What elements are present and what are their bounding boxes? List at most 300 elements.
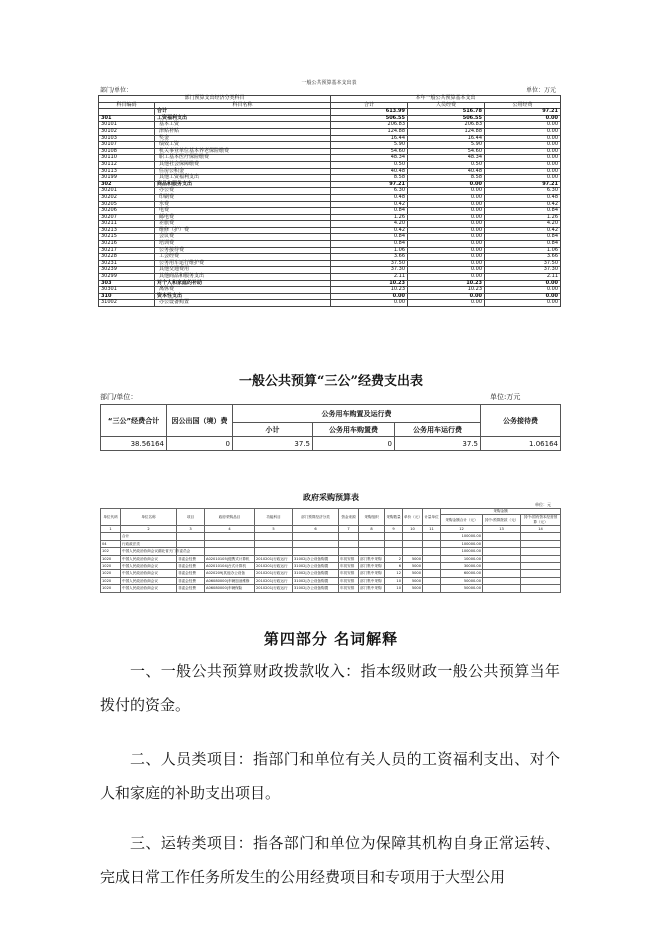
cell-func: 2010201|行政运行 [255, 577, 293, 584]
cell-c13 [483, 548, 521, 555]
cell-c14 [521, 570, 561, 577]
index-cell: 5 [255, 526, 293, 533]
cell-public: 3.66 [485, 254, 561, 261]
cell-name: 其他社会保障缴费 [155, 161, 331, 168]
cell-price [403, 533, 423, 540]
value-abroad: 0 [167, 437, 233, 451]
header-code: 科目编码 [99, 102, 155, 109]
cell-name: 津贴补贴 [155, 128, 331, 135]
cell-total: 5.90 [331, 142, 408, 149]
three-public-dept-label: 部门/单位： [100, 393, 138, 401]
cell-public: 0.00 [485, 280, 561, 287]
cell-name: 会议费 [155, 234, 331, 241]
cell-item: A06080000|车辆加油维修 [205, 577, 255, 584]
cell-name: 基本工资 [155, 122, 331, 129]
unit-label: 单位：万元 [525, 87, 556, 94]
cell-public: 0.00 [485, 115, 561, 122]
header-vehicle-running: 公务用车运行费 [395, 423, 481, 437]
cell-personnel: 0.00 [408, 247, 485, 254]
cell-name: 绩效工资 [155, 142, 331, 149]
cell-name: 住房公积金 [155, 168, 331, 175]
header-purchase-total: 采购金额合计（元） [441, 515, 483, 526]
index-cell: 10 [403, 526, 423, 533]
cell-code: 30108 [99, 148, 155, 155]
cell-personnel: 0.00 [408, 293, 485, 300]
cell-total: 50000.00 [441, 585, 483, 592]
cell-name: 公务接待费 [155, 247, 331, 254]
cell-personnel: 0.00 [408, 267, 485, 274]
basic-expenditure-meta [98, 87, 560, 95]
cell-c14 [521, 563, 561, 570]
cell-name: 职工基本医疗保险缴费 [155, 155, 331, 162]
cell-total: 1.26 [331, 214, 408, 221]
cell-org [359, 548, 385, 555]
cell-name: 印刷费 [155, 194, 331, 201]
cell-total: 206.83 [331, 122, 408, 129]
cell-code: 1020 [101, 577, 121, 584]
cell-name: 培训费 [155, 241, 331, 248]
cell-total: 50000.00 [441, 577, 483, 584]
cell-project [177, 533, 205, 540]
procurement-title: 政府采购预算表 [303, 492, 359, 502]
table-row [101, 548, 561, 555]
cell-total: 3.66 [331, 254, 408, 261]
index-cell: 1 [101, 526, 121, 533]
cell-public: 0.00 [485, 128, 561, 135]
cell-c13 [483, 585, 521, 592]
header-abroad: 因公出国（境）费 [167, 405, 233, 437]
cell-code: 310 [99, 293, 155, 300]
cell-c14 [521, 577, 561, 584]
cell-code: 30199 [99, 175, 155, 182]
cell-personnel: 0.00 [408, 300, 485, 307]
cell-personnel: 40.48 [408, 168, 485, 175]
cell-price [403, 548, 423, 555]
procurement-unit-label: 单位：元 [535, 502, 551, 507]
cell-code: 1020 [101, 555, 121, 562]
cell-price [403, 540, 423, 547]
cell-personnel: 0.50 [408, 161, 485, 168]
header-budget-grant: 其中:预算拨款（元） [483, 515, 521, 526]
cell-code: 30215 [99, 234, 155, 241]
header-subtotal: 小计 [233, 423, 313, 437]
cell-total: 0.42 [331, 201, 408, 208]
cell-source: 年初安排 [339, 563, 359, 570]
cell-code: 301 [99, 115, 155, 122]
cell-unit [423, 533, 441, 540]
cell-code: 30107 [99, 142, 155, 149]
cell-total: 97.21 [331, 181, 408, 188]
cell-name: 公务用车运行维护费 [155, 260, 331, 267]
cell-code: 30207 [99, 214, 155, 221]
cell-personnel: 5.90 [408, 142, 485, 149]
cell-price: 5000 [403, 563, 423, 570]
cell-unit [423, 570, 441, 577]
cell-func [255, 533, 293, 540]
index-cell: 6 [293, 526, 339, 533]
cell-func: 2010201|行政运行 [255, 563, 293, 570]
cell-name: 中国人民政治协商会议湖北省天门市委员会 [122, 549, 191, 554]
cell-public: 0.00 [485, 155, 561, 162]
header-basic-expenditure: 本年一般公共预算基本支出 [331, 96, 561, 103]
cell-source [339, 533, 359, 540]
table-row [99, 194, 561, 201]
cell-org: 部门集中采购 [359, 555, 385, 562]
cell-name: 邮电费 [155, 214, 331, 221]
cell-code: 1020 [101, 585, 121, 592]
cell-c14 [521, 548, 561, 555]
cell-code: 30205 [99, 201, 155, 208]
cell-name: 中国人民政治协商会议 [121, 585, 177, 592]
cell-code: 30206 [99, 208, 155, 215]
cell-public: 0.00 [485, 300, 561, 307]
cell-name: 奖金 [155, 135, 331, 142]
cell-name: 维修（护）费 [155, 227, 331, 234]
cell-code: 04 [101, 540, 121, 547]
cell-name: 行政政法类 [121, 540, 177, 547]
cell-total: 16.44 [331, 135, 408, 142]
cell-project: 非委会经费 [177, 555, 205, 562]
header-org: 采购组织 [359, 509, 385, 526]
definition-paragraph-3: 三、运转类项目：指各部门和单位为保障其机构自身正常运转、完成日常工作任务所发生的公用经费项目和专项用于大型公用 [100, 834, 560, 886]
cell-personnel: 0.00 [408, 194, 485, 201]
index-cell: 4 [205, 526, 255, 533]
cell-econ [293, 548, 339, 555]
cell-total: 48.34 [331, 155, 408, 162]
cell-name: 工会经费 [155, 254, 331, 261]
cell-code: 30202 [99, 194, 155, 201]
table-row [101, 577, 561, 584]
cell-code: 30217 [99, 247, 155, 254]
cell-total: 100000.00 [441, 533, 483, 540]
index-cell: 13 [483, 526, 521, 533]
cell-public: 0.00 [485, 148, 561, 155]
cell-code: 30112 [99, 161, 155, 168]
cell-name: 合计 [121, 533, 177, 540]
cell-personnel: 10.23 [408, 280, 485, 287]
cell-unit [423, 577, 441, 584]
cell-source: 年初安排 [339, 555, 359, 562]
cell-personnel: 0.00 [408, 188, 485, 195]
header-price: 单价（元） [403, 509, 423, 526]
cell-name: 中国人民政治协商会议 [121, 563, 177, 570]
header-reception: 公务接待费 [481, 405, 561, 437]
cell-total: 613.99 [331, 109, 408, 116]
cell-org: 部门集中采购 [359, 577, 385, 584]
cell-item [205, 548, 255, 555]
cell-public: 97.21 [485, 181, 561, 188]
cell-total: 0.00 [331, 293, 408, 300]
cell-name: 中国人民政治协商会议 [121, 555, 177, 562]
table-row [99, 300, 561, 307]
cell-total: 40.48 [331, 168, 408, 175]
cell-total: 6.30 [331, 188, 408, 195]
cell-public: 37.30 [485, 267, 561, 274]
cell-name: 对个人和家庭的补助 [155, 280, 331, 287]
cell-org [359, 533, 385, 540]
cell-func: 2010201|行政运行 [255, 570, 293, 577]
header-source: 资金来源 [339, 509, 359, 526]
cell-personnel: 0.00 [408, 214, 485, 221]
cell-personnel: 124.88 [408, 128, 485, 135]
cell-econ: 31002|办公设备购置 [293, 563, 339, 570]
cell-public: 37.50 [485, 260, 561, 267]
cell-c13 [483, 570, 521, 577]
cell-name: 水费 [155, 201, 331, 208]
cell-name: 其他工资福利支出 [155, 175, 331, 182]
cell-public: 1.26 [485, 214, 561, 221]
table-row [101, 555, 561, 562]
cell-code: 30110 [99, 155, 155, 162]
cell-name: 办公设备购置 [155, 300, 331, 307]
cell-code: 30299 [99, 274, 155, 281]
cell-personnel: 206.83 [408, 122, 485, 129]
cell-public: 0.48 [485, 194, 561, 201]
cell-code: 30239 [99, 267, 155, 274]
cell-total: 10.23 [331, 280, 408, 287]
cell-org: 部门集中采购 [359, 570, 385, 577]
cell-price: 5000 [403, 570, 423, 577]
cell-public: 6.30 [485, 188, 561, 195]
cell-econ: 31002|办公设备购置 [293, 570, 339, 577]
value-reception: 1.06164 [481, 437, 561, 451]
cell-personnel: 0.00 [408, 234, 485, 241]
cell-personnel: 0.00 [408, 201, 485, 208]
cell-source [339, 540, 359, 547]
cell-public: 0.00 [485, 122, 561, 129]
cell-total: 100000.00 [441, 548, 483, 555]
cell-total: 100000.00 [441, 540, 483, 547]
header-vehicle-purchase: 公务用车购置费 [313, 423, 395, 437]
cell-code: 302 [99, 181, 155, 188]
cell-code: 30101 [99, 122, 155, 129]
index-cell: 2 [121, 526, 177, 533]
cell-total: 10.23 [331, 287, 408, 294]
cell-public: 0.00 [485, 293, 561, 300]
cell-personnel: 16.44 [408, 135, 485, 142]
cell-code: 30228 [99, 254, 155, 261]
cell-item [205, 533, 255, 540]
cell-econ: 31002|办公设备购置 [293, 577, 339, 584]
cell-total: 54.60 [331, 148, 408, 155]
cell-c14 [521, 533, 561, 540]
header-qty: 采购数量 [385, 509, 403, 526]
cell-total: 0.42 [331, 227, 408, 234]
header-name: 科目名称 [155, 102, 331, 109]
cell-total: 0.84 [331, 234, 408, 241]
cell-personnel: 0.00 [408, 254, 485, 261]
cell-item: A06080000|车辆保险 [205, 585, 255, 592]
definition-paragraph-1: 一、一般公共预算财政拨款收入：指本级财政一般公共预算当年拨付的资金。 [100, 662, 560, 714]
cell-econ: 31002|办公设备购置 [293, 555, 339, 562]
cell-source [339, 548, 359, 555]
cell-total: 37.50 [331, 260, 408, 267]
value-subtotal: 37.5 [233, 437, 313, 451]
cell-c13 [483, 533, 521, 540]
cell-code: 30201 [99, 188, 155, 195]
cell-personnel: 48.34 [408, 155, 485, 162]
header-measure: 计量单位 [423, 509, 441, 526]
cell-func [255, 540, 293, 547]
cell-total: 506.55 [331, 115, 408, 122]
cell-c14 [521, 555, 561, 562]
three-public-unit-label: 单位:万元 [490, 393, 521, 401]
cell-total: 1.06 [331, 247, 408, 254]
cell-public: 97.21 [485, 109, 561, 116]
header-vehicle-group: 公务用车购置及运行费 [233, 405, 481, 423]
cell-code: 30102 [99, 128, 155, 135]
index-cell: 7 [339, 526, 359, 533]
cell-public: 0.00 [485, 142, 561, 149]
cell-total: 0.48 [331, 194, 408, 201]
cell-name: 其他商品和服务支出 [155, 274, 331, 281]
cell-name: 其他交通费用 [155, 267, 331, 274]
cell-project: 非委会经费 [177, 577, 205, 584]
cell-personnel: 0.00 [408, 260, 485, 267]
header-item: 政府采购品目 [205, 509, 255, 526]
cell-total: 0.00 [331, 300, 408, 307]
cell-func: 2010201|行政运行 [255, 555, 293, 562]
cell-org: 部门集中采购 [359, 585, 385, 592]
cell-project: 非委会经费 [177, 570, 205, 577]
cell-personnel: 54.60 [408, 148, 485, 155]
cell-source: 年初安排 [339, 577, 359, 584]
index-cell: 14 [521, 526, 561, 533]
header-unit-code: 单位代码 [101, 509, 121, 526]
definition-paragraph-2: 二、人员类项目：指部门和单位有关人员的工资福利支出、对个人和家庭的补助支出项目。 [100, 750, 560, 802]
cell-econ [293, 533, 339, 540]
header-state-capital: 其中:国有资本经营预算（元） [521, 515, 561, 526]
cell-personnel: 516.78 [408, 109, 485, 116]
header-econ: 部门预算经济分类 [293, 509, 339, 526]
header-project: 项目 [177, 509, 205, 526]
cell-item [205, 540, 255, 547]
cell-econ: 31002|办公设备购置 [293, 585, 339, 592]
cell-name: 中国人民政治协商会议 [121, 570, 177, 577]
cell-public: 1.06 [485, 247, 561, 254]
cell-total: 4.20 [331, 221, 408, 228]
cell-public: 0.42 [485, 201, 561, 208]
cell-personnel: 0.00 [408, 241, 485, 248]
cell-personnel: 0.00 [408, 208, 485, 215]
section-heading: 第四部分 名词解释 [263, 630, 399, 648]
cell-code: 30231 [99, 260, 155, 267]
cell-project: 非委会经费 [177, 563, 205, 570]
cell-total: 0.50 [331, 161, 408, 168]
cell-unit [423, 540, 441, 547]
cell-item: A020209|其他办公设备 [205, 570, 255, 577]
cell-c13 [483, 540, 521, 547]
cell-code: 30211 [99, 221, 155, 228]
cell-total: 0.84 [331, 208, 408, 215]
cell-public: 0.00 [485, 287, 561, 294]
header-three-public-total: “三公”经费合计 [101, 405, 167, 437]
cell-code: 30213 [99, 227, 155, 234]
index-cell: 12 [441, 526, 483, 533]
cell-project [177, 540, 205, 547]
cell-public: 0.00 [485, 168, 561, 175]
cell-unit [423, 585, 441, 592]
cell-total: 60000.00 [441, 570, 483, 577]
cell-code: 30301 [99, 287, 155, 294]
cell-code [101, 533, 121, 540]
cell-c13 [483, 563, 521, 570]
cell-personnel: 0.00 [408, 227, 485, 234]
cell-name: 差旅费 [155, 221, 331, 228]
cell-total: 8.58 [331, 175, 408, 182]
cell-name: 电费 [155, 208, 331, 215]
cell-code: 1020 [101, 563, 121, 570]
header-function: 功能科目 [255, 509, 293, 526]
header-total: 合计 [331, 102, 408, 109]
cell-qty [385, 548, 403, 555]
cell-code: 303 [99, 280, 155, 287]
cell-total: 2.11 [331, 274, 408, 281]
cell-unit [423, 563, 441, 570]
value-vehicle-purchase: 0 [313, 437, 395, 451]
cell-c13 [483, 555, 521, 562]
cell-qty: 6 [385, 563, 403, 570]
basic-expenditure-title: 一般公共预算基本支出表 [301, 80, 357, 86]
cell-price: 5000 [403, 577, 423, 584]
cell-code: 30216 [99, 241, 155, 248]
cell-public: 0.00 [485, 135, 561, 142]
three-public-table [100, 404, 561, 451]
cell-func [255, 548, 293, 555]
cell-name: 商品和服务支出 [155, 181, 331, 188]
cell-public: 0.42 [485, 227, 561, 234]
cell-personnel: 506.55 [408, 115, 485, 122]
cell-code: 31002 [99, 300, 155, 307]
cell-personnel: 8.58 [408, 175, 485, 182]
cell-public: 2.11 [485, 274, 561, 281]
cell-qty: 10 [385, 577, 403, 584]
cell-total: 10000.00 [441, 555, 483, 562]
table-row [101, 570, 561, 577]
cell-source: 年初安排 [339, 585, 359, 592]
cell-code: 30103 [99, 135, 155, 142]
index-cell: 3 [177, 526, 205, 533]
header-public: 公用经费 [485, 102, 561, 109]
index-cell: 8 [359, 526, 385, 533]
index-cell: 9 [385, 526, 403, 533]
cell-personnel: 0.00 [408, 181, 485, 188]
cell-price: 5000 [403, 555, 423, 562]
cell-c13 [483, 577, 521, 584]
cell-public: 0.00 [485, 175, 561, 182]
cell-name: 工资福利支出 [155, 115, 331, 122]
cell-public: 0.84 [485, 208, 561, 215]
cell-name: 离休费 [155, 287, 331, 294]
cell-c14 [521, 585, 561, 592]
cell-public: 4.20 [485, 221, 561, 228]
three-public-title: 一般公共预算“三公”经费支出表 [239, 374, 423, 389]
index-cell: 11 [423, 526, 441, 533]
cell-name: 中国人民政治协商会议 [121, 577, 177, 584]
header-econ-class: 部门预算支出经济分类科目 [99, 96, 331, 103]
cell-qty [385, 533, 403, 540]
cell-qty [385, 540, 403, 547]
cell-func: 2010201|行政运行 [255, 585, 293, 592]
cell-org: 部门集中采购 [359, 563, 385, 570]
table-row [101, 533, 561, 540]
cell-total: 0.84 [331, 241, 408, 248]
cell-personnel: 0.00 [408, 221, 485, 228]
cell-code: 102 [101, 548, 121, 555]
cell-personnel: 0.00 [408, 274, 485, 281]
cell-name: 合计 [155, 109, 331, 116]
cell-public: 0.84 [485, 234, 561, 241]
